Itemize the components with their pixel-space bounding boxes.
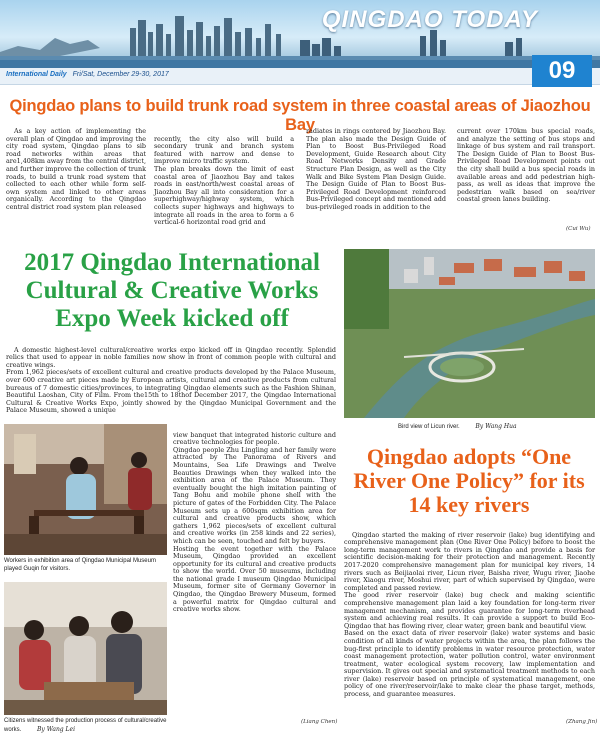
article2-headline: 2017 Qingdao International Cultural & Creative Works Expo Week kicked off: [24, 249, 320, 332]
article1-col2-text: recently, the city also will build a secondary trunk and branch system featured with narrow and dense to improve micro traffic system. The plan breaks down the limit of east coastal area of Jiaozhou Bay and takes roads in east/north/west coastal areas of Jiaozhou Bay all into consideration for a superhighway/highway system, which collects super highways and highways to integrate all roads in the area to form a 6 vertical-6 horizontal road grid and: [154, 134, 294, 227]
article1-column-3: [306, 128, 446, 213]
article1-column-1: [6, 128, 146, 213]
article1-col3-text: radiates in rings centered by Jiaozhou Bay. The plan also made the Design Guide of Plan to Boost Bus-Privileged Road Development, Guide Research about City Road Networks Density and Grade Structure Plan Design, as well as the City Walk and Bike System Plan Design Guide. The Design Guide of Plan to Boost Bus-Privileged Road Development reinforced Bus-Privileged concept and mentioned add bus-privileged roads in addition to the: [306, 127, 446, 211]
article2-column: [173, 424, 336, 622]
guqin-photo-image: [4, 424, 167, 555]
licun-river-caption-text: Bird view of Licun river.: [398, 424, 460, 430]
page-number: 09: [532, 55, 592, 87]
issue-date: Fri/Sat, December 29-30, 2017: [72, 71, 169, 78]
licun-river-photo-image: [344, 249, 595, 418]
guqin-photo: [4, 424, 167, 555]
date-line: [6, 71, 169, 78]
citizens-photo-caption: [4, 718, 174, 734]
citizens-photo: [4, 582, 167, 715]
licun-river-photo: [344, 249, 595, 418]
article1-headline: Qingdao plans to build trunk road system in three coastal areas of Jiaozhou Bay: [9, 97, 591, 134]
article2-credit: (Liang Chen): [301, 719, 338, 725]
licun-river-byline: By Wang Hua: [475, 423, 517, 430]
newspaper-title: QINGDAO TODAY: [321, 6, 538, 33]
article3-body-text: Qingdao started the making of river reservoir (lake) bug identifying and comprehensive management plan (One River One Policy) before to boost the long-term management work to rivers in Qingdao and provide a basis for scientific decision-making for their protection and management. Recently 2017-2020 comprehensive management plan for municipal key rivers, 14 rivers such as Beijiaolai river, Licun river, Baisha river, Wugu river, Jiaohe river, Xiaogu river, Moshui river, part of which supervised by Qingdao, were completed and passed review. The good river reservoir (lake) bug check and making scientific comprehensive management plan laid a key foundation for long-term river management mechanism, and provides guarantee for long-term riverhead system and achieving real results. It can provide a support to build Eco-Qingdao that has flowing river, clear water, green bank and beautiful view. Based on the exact data of river reservoir (lake) water systems and basic condition of all kinds of water projects within the area, the plan follows the bug-first principle to identify problems in water resource protection, water coast management protection, water pollution control, water environment treatment, water ecological system recovery, law implementation and supervision. It gives out special and systematical treatment methods to each river (lake) reservoir based on principle of systematical management, one policy of one river/reservoir/lake to make clear the phase target, methods, process, and guarantee measures.: [344, 530, 595, 699]
article1-column-2: [154, 128, 294, 235]
article1-column-4: [457, 128, 595, 205]
guqin-photo-caption: Workers in exhibition area of Qingdao Municipal Museum played Guqin for visitors.: [4, 558, 156, 572]
article1-credit: (Cui Wu): [566, 226, 591, 232]
article2-intro-text: A domestic highest-level cultural/creative works expo kicked off in Qingdao recently. Splendid relics that used to appear in noble families now show in front of common people with cultural and creative wings. From 1,962 pieces/sets of excellent cultural and creative products developed by the Palace Museum, over 600 creative art pieces made by European artists, cultural and creative products from cultural bureaus of 7 domestic cities/provinces, to integrating Qingdao elements such as the Fashion Shinan, Beautiful Laoshan, City of Film. From the15th to 18thof December 2017, the Qingdao International Cultural & Creative Works Expo, jointly showed by the Qingdao Municipal Government and the Palace Museum, showed a unique: [6, 345, 336, 415]
article3-credit: (Zhang Jin): [566, 719, 598, 725]
masthead-banner: [0, 0, 600, 68]
citizens-photo-byline: By Wang Lei: [37, 725, 76, 733]
article2-col-text: view banquet that integrated historic culture and creative technologies for people. Qingdao people Zhu Lingling and her family were attracted by The Panorama of Rivers and Mountains, Sea Life Drawings and Twelve Beauties Drawings when they walked into the exhibition area of the Palace Museum. They eventually bought the high imitation painting of Tang Bohu and mobile phone shell with the picture of gates of the Forbidden City. The Palace Museum sets up a 600sqm exhibition area for cultural and creative products show, which gathers 1,962 pieces/sets of excellent cultural and creative works (in 258 kinds and 22 series), which can be seen, touched and felt by buyers. Hosting the event together with the Palace Museum, Qingdao provided an excellent opportunity for its cultural and creative products to show the world. Over 50 museums, including the national grade I museum Qingdao Municipal Museum, former site of Germany Governor in Qingdao, the Qingdao Brewery Museum, formed a powerful matrix for Qingdao cultural and creative works show.: [173, 430, 336, 614]
article1-col1-text: As a key action of implementing the overall plan of Qingdao and improving the city road system, Qingdao plans to sib road networks within areas that are1,408km away from the central district, and further improve the collection of trunk roads, to build a trunk road system that collected to each other while form self-own system and linked to other areas organically. According to the Qingdao central district road system plan released: [6, 127, 146, 211]
article1-col4-text: current over 170km bus special roads, and analyze the setting of bus stops and linkage of bus system and rail transport. The Design Guide of Plan to Boost Bus-Privileged Road Development points out the city shall build a bus special roads in available areas and add pedestrian high-pass, as well as ideas that improve the pedestrian walk based on sea/river coastal green lanes building.: [457, 127, 595, 204]
licun-river-caption: [398, 423, 598, 432]
article2-intro: [6, 339, 336, 424]
brand-name: International Daily: [6, 71, 67, 78]
citizens-caption-text: Citizens witnessed the production process of cultural/creative works.: [4, 718, 167, 733]
article3-headline: Qingdao adopts “One River One Policy” for its 14 key rivers: [353, 444, 585, 517]
citizens-photo-image: [4, 582, 167, 715]
article3-body: [344, 524, 595, 707]
